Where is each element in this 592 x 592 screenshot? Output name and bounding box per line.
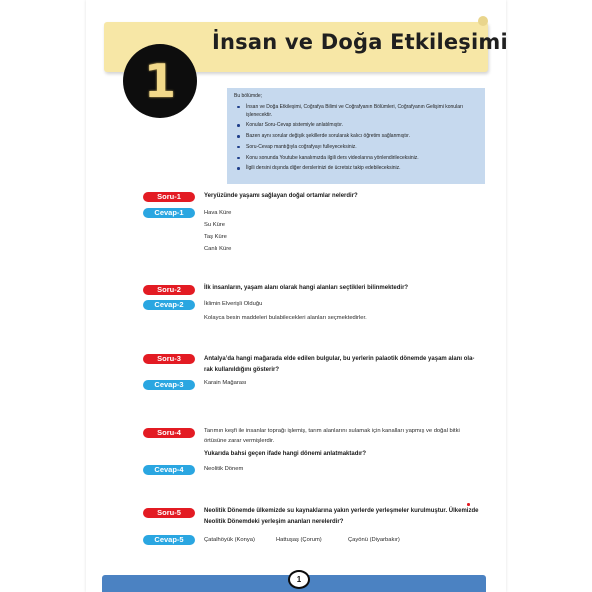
question-context: örtüsüne zarar vermişlerdir.: [204, 438, 275, 444]
info-item: İlgili dersini dışında diğer derslerinizi de ücretsiz takip edebileceksiniz.: [246, 165, 478, 173]
info-item: Bazen aynı sorular değişik şekillerde sorularak kalıcı öğretim sağlanmıştır.: [246, 133, 478, 141]
question-text: Antalya’da hangi mağarada elde edilen bulgular, bu yerlerin palaotik dönemde yaşam alanı ola-: [204, 356, 475, 362]
answer-label: Cevap-3: [143, 380, 195, 390]
question-label: Soru-2: [143, 285, 195, 295]
answer-text: Canlı Küre: [204, 246, 232, 252]
question-text: rak kullanıldığını gösterir?: [204, 367, 280, 373]
info-item: İnsan ve Doğa Etkileşimi, Coğrafya Bilimi ve Coğrafyanın Bölümleri, Coğrafyanın Gelişimi konuları işlenecektir.: [246, 104, 478, 120]
chapter-number-badge: [123, 44, 197, 118]
question-context: Tarımın keşfi ile insanlar toprağı işlemiş, tarım alanlarını sulamak için kanalları yapmış ve doğal bitki: [204, 428, 460, 434]
answer-text: Hattuşaş (Çorum): [276, 537, 322, 543]
chapter-info-box: [227, 88, 485, 184]
question-text: Neolitik Dönemde ülkemizde su kaynaklarına yakın yerlerde yerleşmeler kurulmuştur. Ülkemizde: [204, 508, 479, 514]
question-text: Neolitik Dönemdeki yerleşim ananları nerelerdir?: [204, 519, 344, 525]
chapter-number: 1: [143, 54, 176, 108]
question-text: Yeryüzünde yaşamı sağlayan doğal ortamlar nelerdir?: [204, 193, 358, 199]
answer-text: Neolitik Dönem: [204, 466, 244, 472]
answer-text: Kolayca besin maddeleri bulabilecekleri alanları seçmektedirler.: [204, 315, 367, 321]
red-dot-mark: [467, 503, 470, 506]
info-list: [234, 104, 478, 173]
answer-text: Su Küre: [204, 222, 225, 228]
info-item: Soru-Cevap mantığıyla coğrafyayı fulleyeceksiniz.: [246, 144, 478, 152]
answer-label: Cevap-4: [143, 465, 195, 475]
chapter-title: İnsan ve Doğa Etkileşimi: [212, 30, 508, 54]
question-label: Soru-3: [143, 354, 195, 364]
question-label: Soru-1: [143, 192, 195, 202]
answer-text: Çayönü (Diyarbakır): [348, 537, 400, 543]
question-text: İlk insanların, yaşam alanı olarak hangi alanları seçtikleri bilinmektedir?: [204, 285, 409, 291]
answer-label: Cevap-5: [143, 535, 195, 545]
answer-label: Cevap-2: [143, 300, 195, 310]
info-intro: Bu bölümde;: [234, 93, 263, 99]
banner-curl-decoration: [478, 16, 488, 26]
answer-label: Cevap-1: [143, 208, 195, 218]
page-number: 1: [288, 570, 310, 589]
answer-text: Çatalhöyük (Konya): [204, 537, 255, 543]
question-label: Soru-5: [143, 508, 195, 518]
info-item: Konu sonunda Youtube kanalımızda ilgili ders videolarına yönlendirileceksiniz.: [246, 155, 478, 163]
answer-text: Taş Küre: [204, 234, 227, 240]
answer-text: İklimin Elverişli Olduğu: [204, 301, 263, 307]
answer-text: Hava Küre: [204, 210, 232, 216]
info-item: Konular Soru-Cevap sistemiyle anlatılmıştır.: [246, 122, 478, 130]
question-label: Soru-4: [143, 428, 195, 438]
question-text: Yukarıda bahsi geçen ifade hangi dönemi anlatmaktadır?: [204, 451, 367, 457]
answer-text: Karain Mağarası: [204, 380, 247, 386]
